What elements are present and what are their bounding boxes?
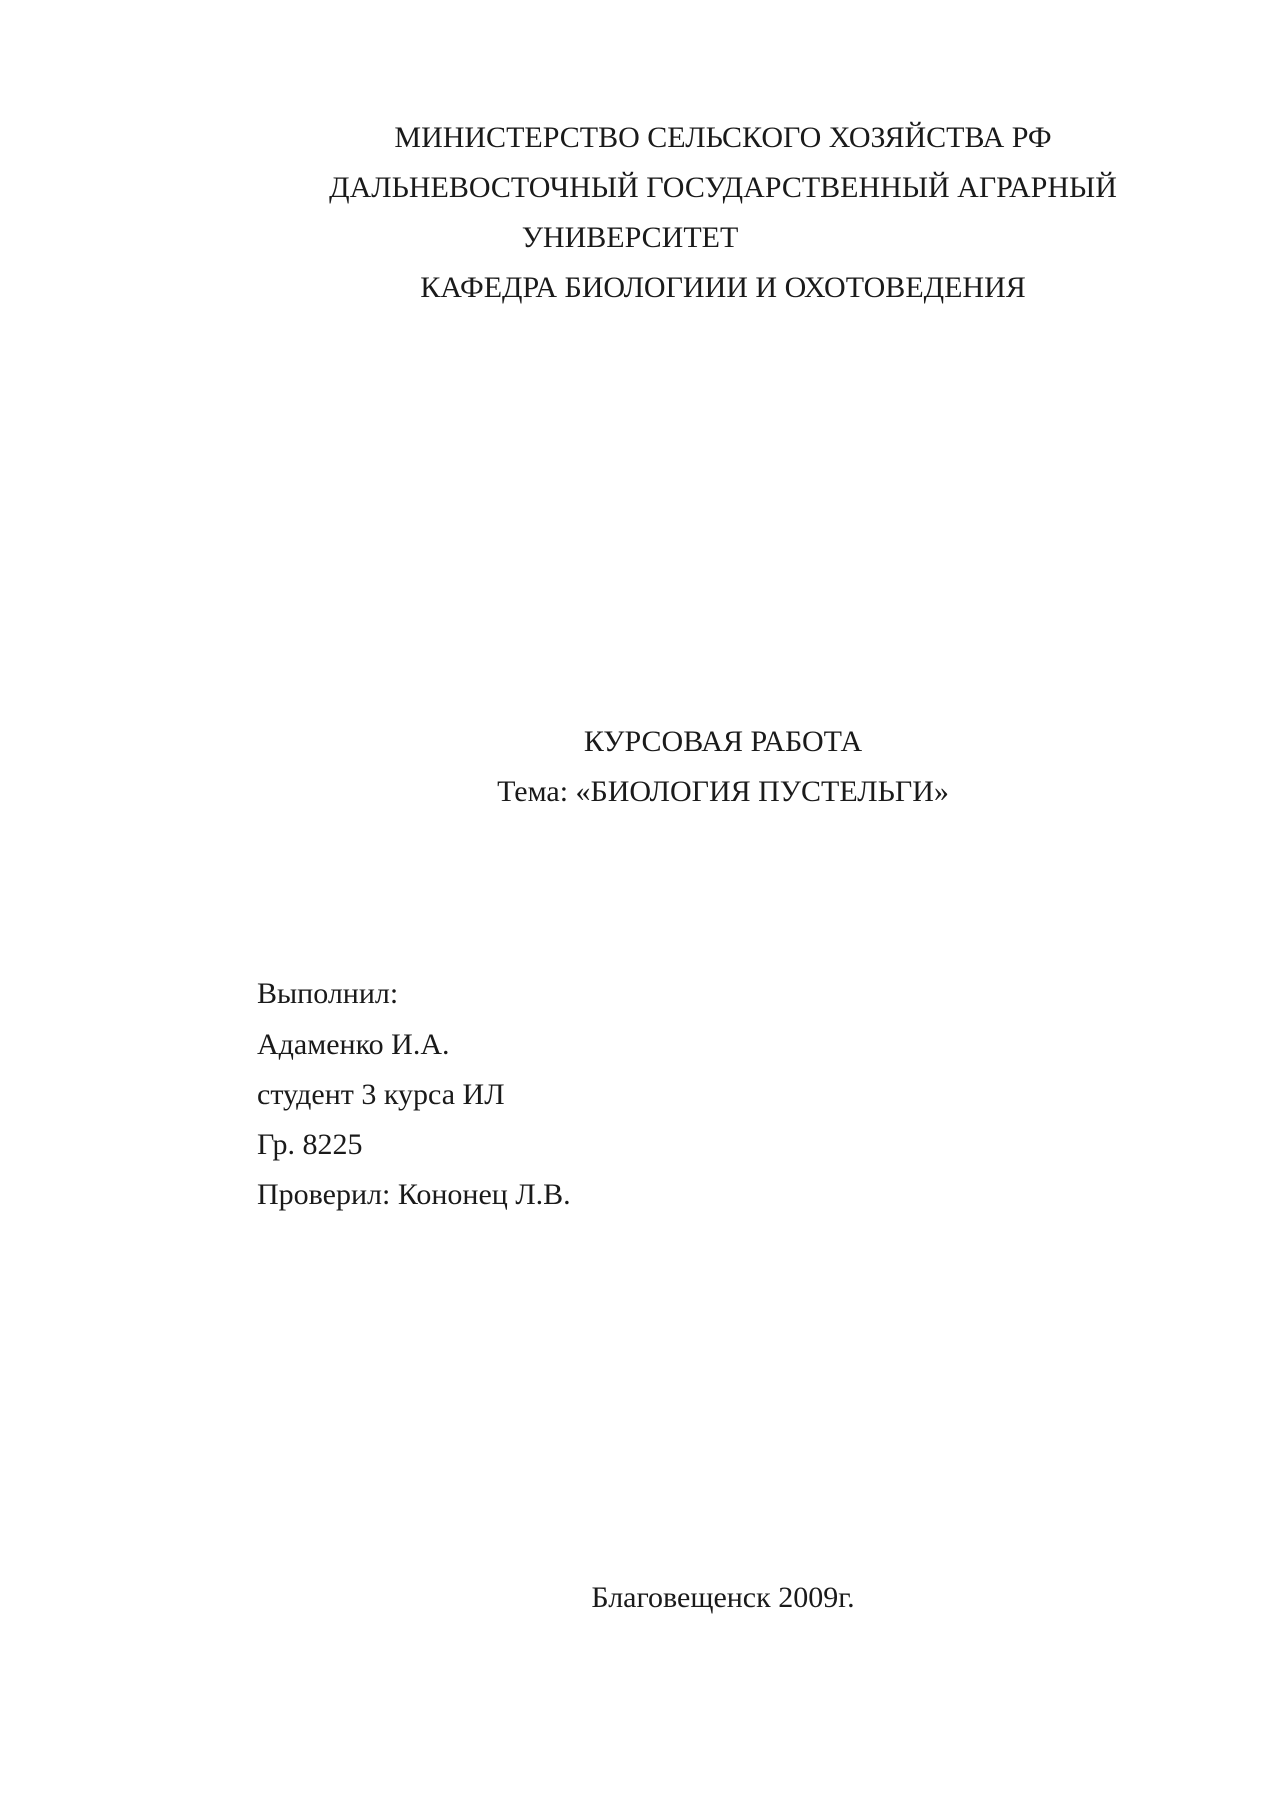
city-year: Благовещенск 2009г.: [591, 1581, 855, 1614]
topic-title: Тема: «БИОЛОГИЯ ПУСТЕЛЬГИ»: [497, 775, 949, 808]
author-group: Гр. 8225: [257, 1128, 363, 1161]
ministry-line: МИНИСТЕРСТВО СЕЛЬСКОГО ХОЗЯЙСТВА РФ: [394, 121, 1052, 154]
work-type-title: КУРСОВАЯ РАБОТА: [583, 725, 863, 758]
done-by-label: Выполнил:: [257, 977, 399, 1010]
author-course: студент 3 курса ИЛ: [257, 1078, 505, 1111]
author-name: Адаменко И.А.: [257, 1028, 450, 1061]
checked-by: Проверил: Кононец Л.В.: [257, 1178, 571, 1211]
department-line: КАФЕДРА БИОЛОГИИИ И ОХОТОВЕДЕНИЯ: [420, 271, 1026, 304]
university-line: ДАЛЬНЕВОСТОЧНЫЙ ГОСУДАРСТВЕННЫЙ АГРАРНЫЙ: [329, 171, 1117, 204]
university-line-cont: УНИВЕРСИТЕТ: [521, 221, 739, 254]
